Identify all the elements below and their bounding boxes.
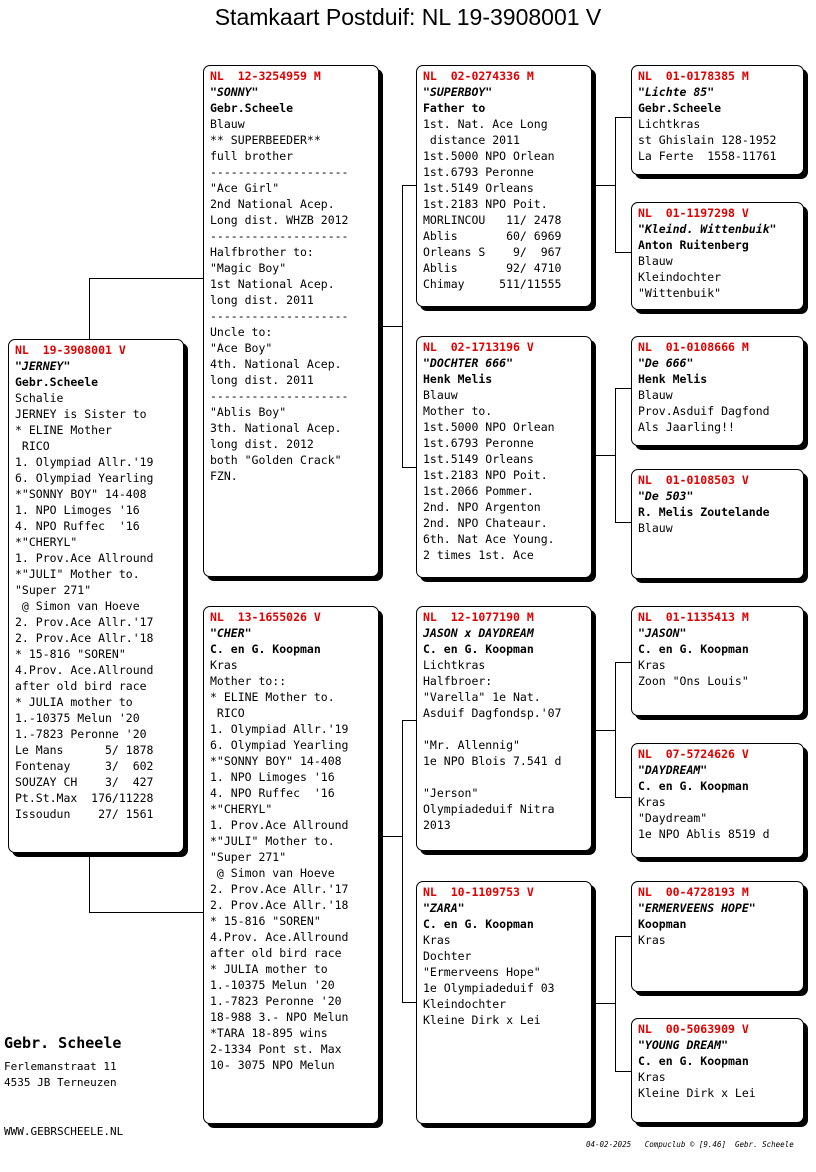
detail-line: Olympiadeduif Nitra	[423, 802, 555, 816]
detail-line: "Super 271"	[210, 850, 287, 864]
detail-line: Ablis 92/ 4710	[423, 261, 562, 275]
detail-line: "Jerson"	[423, 786, 479, 800]
ring-number: NL 01-1135413 M	[638, 610, 749, 624]
pigeon-name: "Lichte 85"	[638, 85, 715, 99]
pigeon-owner: Father to	[423, 101, 486, 115]
detail-line: *"CHERYL"	[15, 535, 78, 549]
ring-number: NL 10-1109753 V	[423, 885, 534, 899]
pigeon-owner: R. Melis Zoutelande	[638, 505, 770, 519]
detail-line: Asduif Dagfondsp.'07	[423, 706, 562, 720]
detail-line: 2nd National Acep.	[210, 197, 335, 211]
detail-line: "Daydream"	[638, 811, 708, 825]
detail-line: 2 times 1st. Ace	[423, 548, 534, 562]
connector-line	[402, 467, 417, 468]
connector-line	[615, 662, 632, 663]
connector-line	[615, 936, 632, 937]
pigeon-owner: C. en G. Koopman	[423, 642, 534, 656]
detail-line: Le Mans 5/ 1878	[15, 743, 154, 757]
connector-line	[615, 797, 632, 798]
detail-line: 2nd. NPO Chateaur.	[423, 516, 548, 530]
pigeon-name: "SUPERBOY"	[423, 85, 493, 99]
detail-line: 2. Prov.Ace Allr.'18	[210, 898, 349, 912]
detail-line: 1. Prov.Ace Allround	[210, 818, 349, 832]
detail-line: * 15-816 "SOREN"	[15, 647, 126, 661]
pigeon-name: "SONNY"	[210, 85, 259, 99]
detail-line: Blauw	[210, 117, 245, 131]
detail-line: 1st.5149 Orleans	[423, 452, 534, 466]
detail-line: ** SUPERBEEDER**	[210, 133, 321, 147]
detail-line: after old bird race	[210, 946, 342, 960]
breeder-name: Gebr. Scheele	[4, 1034, 122, 1052]
detail-line	[423, 721, 585, 737]
pigeon-card-dds[interactable]	[631, 881, 804, 992]
detail-line: * JULIA mother to	[210, 962, 328, 976]
pigeon-name: "DOCHTER 666"	[423, 356, 514, 370]
connector-line	[89, 278, 204, 279]
ring-number: NL 13-1655026 V	[210, 610, 321, 624]
pigeon-owner: C. en G. Koopman	[638, 1054, 749, 1068]
pigeon-name: "De 666"	[638, 356, 694, 370]
pigeon-card-dam-dam[interactable]	[416, 881, 592, 1124]
detail-line: 6. Olympiad Yearling	[15, 471, 154, 485]
detail-line: "Mr. Allennig"	[423, 738, 520, 752]
detail-line: full brother	[210, 149, 294, 163]
pigeon-card-dam[interactable]	[203, 606, 379, 1124]
detail-line: "Super 271"	[15, 583, 92, 597]
pigeon-owner: C. en G. Koopman	[423, 917, 534, 931]
detail-line: Mother to::	[210, 674, 287, 688]
detail-line: Blauw	[423, 388, 458, 402]
connector-line	[615, 522, 632, 523]
detail-line: Fontenay 3/ 602	[15, 759, 154, 773]
detail-line: 1st.5000 NPO Orlean	[423, 420, 555, 434]
pigeon-card-dss[interactable]	[631, 606, 804, 716]
detail-line: 1e NPO Blois 7.541 d	[423, 754, 562, 768]
detail-line: 6. Olympiad Yearling	[210, 738, 349, 752]
breeder-website-link[interactable]: WWW.GEBRSCHEELE.NL	[4, 1125, 124, 1138]
detail-line: *"SONNY BOY" 14-408	[210, 754, 342, 768]
detail-line: 1st.2066 Pommer.	[423, 484, 534, 498]
pigeon-name: "CHER"	[210, 626, 252, 640]
detail-line: 1.-10375 Melun '20	[15, 711, 140, 725]
detail-line: @ Simon van Hoeve	[15, 599, 140, 613]
detail-line: 4.Prov. Ace.Allround	[15, 663, 154, 677]
detail-line: "Ablis Boy"	[210, 405, 287, 419]
pigeon-card-sss[interactable]	[631, 65, 804, 175]
connector-line	[89, 852, 90, 912]
connector-line	[402, 185, 403, 467]
detail-line: st Ghislain 128-1952	[638, 133, 777, 147]
connector-line	[383, 836, 402, 837]
detail-line: 4.Prov. Ace.Allround	[210, 930, 349, 944]
pigeon-name: "ZARA"	[423, 901, 465, 915]
detail-line: JERNEY is Sister to	[15, 407, 147, 421]
detail-line: Halfbroer:	[423, 674, 493, 688]
detail-line: Blauw	[638, 254, 673, 268]
ring-number: NL 07-5724626 V	[638, 747, 749, 761]
detail-line: 3th. National Acep.	[210, 421, 342, 435]
detail-line: Kras	[638, 1070, 666, 1084]
connector-line	[596, 455, 615, 456]
pigeon-name: "Kleind. Wittenbuik"	[638, 222, 777, 236]
pigeon-name: JASON x DAYDREAM	[423, 626, 534, 640]
detail-line: Lichtkras	[638, 117, 701, 131]
detail-line: Ablis 60/ 6969	[423, 229, 562, 243]
connector-line	[615, 1071, 632, 1072]
connector-line	[596, 1003, 615, 1004]
connector-line	[596, 730, 615, 731]
pigeon-card-sire[interactable]	[203, 65, 379, 577]
detail-line: 2013	[423, 818, 451, 832]
detail-line: Prov.Asduif Dagfond	[638, 404, 770, 418]
detail-line: Kras	[638, 658, 666, 672]
detail-line: Issoudun 27/ 1561	[15, 807, 154, 821]
detail-line: RICO	[15, 439, 50, 453]
detail-line: 1. Olympiad Allr.'19	[210, 722, 349, 736]
detail-line: 2. Prov.Ace Allr.'18	[15, 631, 154, 645]
connector-line	[89, 912, 204, 913]
detail-line: 18-988 3.- NPO Melun	[210, 1010, 349, 1024]
detail-line: --------------------	[210, 389, 349, 403]
detail-line: --------------------	[210, 309, 349, 323]
pigeon-card-dsd[interactable]	[631, 743, 804, 858]
detail-line: 1st.5000 NPO Orlean	[423, 149, 555, 163]
pigeon-owner: C. en G. Koopman	[638, 779, 749, 793]
detail-line: Kras	[210, 658, 238, 672]
detail-line: FZN.	[210, 469, 238, 483]
ring-number: NL 01-0108666 M	[638, 340, 749, 354]
connector-line	[615, 388, 632, 389]
connector-line	[615, 662, 616, 797]
detail-line: Halfbrother to:	[210, 245, 314, 259]
detail-line: Orleans S 9/ 967	[423, 245, 562, 259]
detail-line: both "Golden Crack"	[210, 453, 342, 467]
pigeon-card-dam-sire[interactable]	[416, 606, 592, 851]
detail-line: *"JULI" Mother to.	[210, 834, 335, 848]
detail-line: 1st.2183 NPO Poit.	[423, 197, 548, 211]
detail-line: 6th. Nat Ace Young.	[423, 532, 555, 546]
detail-line: 1st National Acep.	[210, 277, 335, 291]
ring-number: NL 12-1077190 M	[423, 610, 534, 624]
connector-line	[615, 936, 616, 1071]
detail-line: Kras	[423, 933, 451, 947]
detail-line: *"SONNY BOY" 14-408	[15, 487, 147, 501]
connector-line	[615, 117, 632, 118]
connector-line	[402, 720, 417, 721]
detail-line: 4th. National Acep.	[210, 357, 342, 371]
connector-line	[89, 278, 90, 340]
footer-text: 04-02-2025 Compuclub © [9.46] Gebr. Scheele	[586, 1140, 794, 1149]
ring-number: NL 12-3254959 M	[210, 69, 321, 83]
pigeon-name: "JERNEY"	[15, 359, 71, 373]
breeder-street: Ferlemanstraat 11	[4, 1060, 117, 1073]
pigeon-owner: C. en G. Koopman	[638, 642, 749, 656]
detail-line: 4. NPO Ruffec '16	[210, 786, 335, 800]
detail-line: Zoon "Ons Louis"	[638, 674, 749, 688]
detail-line: 10- 3075 NPO Melun	[210, 1058, 335, 1072]
detail-line: La Ferte 1558-11761	[638, 149, 777, 163]
detail-line: 1st. Nat. Ace Long	[423, 117, 548, 131]
breeder-city: 4535 JB Terneuzen	[4, 1076, 117, 1089]
detail-line: "Varella" 1e Nat.	[423, 690, 541, 704]
connector-line	[383, 326, 402, 327]
detail-line: 2. Prov.Ace Allr.'17	[15, 615, 154, 629]
detail-line: * ELINE Mother to.	[210, 690, 335, 704]
detail-line: --------------------	[210, 229, 349, 243]
pigeon-name: "YOUNG DREAM"	[638, 1038, 729, 1052]
detail-line: 4. NPO Ruffec '16	[15, 519, 140, 533]
detail-line: "Wittenbuik"	[638, 286, 722, 300]
ring-number: NL 01-0108503 V	[638, 473, 749, 487]
detail-line: Kras	[638, 933, 666, 947]
detail-line: Uncle to:	[210, 325, 273, 339]
detail-line: * JULIA mother to	[15, 695, 133, 709]
pigeon-card-ddd[interactable]	[631, 1018, 804, 1123]
detail-line: 1e NPO Ablis 8519 d	[638, 827, 770, 841]
detail-line: long dist. 2011	[210, 373, 314, 387]
detail-line: Kleindochter	[638, 270, 722, 284]
pigeon-owner: Henk Melis	[423, 372, 493, 386]
detail-line: "Ace Boy"	[210, 341, 273, 355]
pigeon-card-subject[interactable]	[8, 339, 184, 853]
detail-line: 1st.6793 Peronne	[423, 436, 534, 450]
pigeon-card-sds[interactable]	[631, 336, 804, 446]
pigeon-card-sire-dam[interactable]	[416, 336, 592, 578]
detail-line: 1. Olympiad Allr.'19	[15, 455, 154, 469]
pigeon-card-sdd[interactable]	[631, 469, 804, 579]
connector-line	[402, 185, 417, 186]
detail-line: long dist. 2012	[210, 437, 314, 451]
detail-line: 2. Prov.Ace Allr.'17	[210, 882, 349, 896]
pigeon-owner: Anton Ruitenberg	[638, 238, 749, 252]
page-title: Stamkaart Postduif: NL 19-3908001 V	[214, 4, 602, 30]
detail-line: * ELINE Mother	[15, 423, 112, 437]
pigeon-name: "JASON"	[638, 626, 687, 640]
detail-line: 1. Prov.Ace Allround	[15, 551, 154, 565]
detail-line: Pt.St.Max 176/11228	[15, 791, 154, 805]
pigeon-owner: Gebr.Scheele	[210, 101, 294, 115]
detail-line: *"CHERYL"	[210, 802, 273, 816]
connector-line	[615, 252, 632, 253]
detail-line: Long dist. WHZB 2012	[210, 213, 349, 227]
detail-line: Chimay 511/11555	[423, 277, 562, 291]
detail-line: Mother to.	[423, 404, 493, 418]
detail-line: *TARA 18-895 wins	[210, 1026, 328, 1040]
detail-line: SOUZAY CH 3/ 427	[15, 775, 154, 789]
detail-line: Schalie	[15, 391, 64, 405]
detail-line: 1st.6793 Peronne	[423, 165, 534, 179]
pigeon-owner: Koopman	[638, 917, 687, 931]
connector-line	[402, 720, 403, 1002]
detail-line: Blauw	[638, 388, 673, 402]
detail-line	[423, 769, 585, 785]
pigeon-owner: C. en G. Koopman	[210, 642, 321, 656]
pigeon-owner: Gebr.Scheele	[638, 101, 722, 115]
detail-line: * 15-816 "SOREN"	[210, 914, 321, 928]
connector-line	[596, 185, 615, 186]
ring-number: NL 01-1197298 V	[638, 206, 749, 220]
detail-line: 2-1334 Pont st. Max	[210, 1042, 342, 1056]
detail-line: 1e Olympiadeduif 03	[423, 981, 555, 995]
pigeon-name: "DAYDREAM"	[638, 763, 708, 777]
ring-number: NL 19-3908001 V	[15, 343, 126, 357]
detail-line: @ Simon van Hoeve	[210, 866, 335, 880]
detail-line: Lichtkras	[423, 658, 486, 672]
connector-line	[615, 388, 616, 522]
detail-line: Dochter	[423, 949, 472, 963]
detail-line: distance 2011	[423, 133, 520, 147]
pigeon-card-ssd[interactable]	[631, 202, 804, 310]
detail-line: RICO	[210, 706, 245, 720]
detail-line: Kleindochter	[423, 997, 507, 1011]
detail-line: *"JULI" Mother to.	[15, 567, 140, 581]
detail-line: "Ace Girl"	[210, 181, 280, 195]
detail-line: "Ermerveens Hope"	[423, 965, 541, 979]
detail-line: Kras	[638, 795, 666, 809]
detail-line: 1.-7823 Peronne '20	[15, 727, 147, 741]
detail-line: --------------------	[210, 165, 349, 179]
detail-line: Als Jaarling!!	[638, 420, 735, 434]
detail-line: "Magic Boy"	[210, 261, 287, 275]
detail-line: long dist. 2011	[210, 293, 314, 307]
detail-line: 2nd. NPO Argenton	[423, 500, 541, 514]
ring-number: NL 00-5063909 V	[638, 1022, 749, 1036]
pigeon-card-sire-sire[interactable]	[416, 65, 592, 307]
detail-line: 1.-10375 Melun '20	[210, 978, 335, 992]
detail-line: 1. NPO Limoges '16	[15, 503, 140, 517]
ring-number: NL 02-1713196 V	[423, 340, 534, 354]
ring-number: NL 00-4728193 M	[638, 885, 749, 899]
pigeon-owner: Henk Melis	[638, 372, 708, 386]
pigeon-name: "ERMERVEENS HOPE"	[638, 901, 756, 915]
detail-line: Blauw	[638, 521, 673, 535]
detail-line: 1.-7823 Peronne '20	[210, 994, 342, 1008]
pigeon-owner: Gebr.Scheele	[15, 375, 99, 389]
connector-line	[402, 1002, 417, 1003]
detail-line: 1st.2183 NPO Poit.	[423, 468, 548, 482]
detail-line: 1st.5149 Orleans	[423, 181, 534, 195]
pigeon-name: "De 503"	[638, 489, 694, 503]
detail-line: 1. NPO Limoges '16	[210, 770, 335, 784]
ring-number: NL 01-0178385 M	[638, 69, 749, 83]
connector-line	[615, 117, 616, 252]
detail-line: Kleine Dirk x Lei	[423, 1013, 541, 1027]
detail-line: Kleine Dirk x Lei	[638, 1086, 756, 1100]
detail-line: MORLINCOU 11/ 2478	[423, 213, 562, 227]
detail-line: after old bird race	[15, 679, 147, 693]
ring-number: NL 02-0274336 M	[423, 69, 534, 83]
